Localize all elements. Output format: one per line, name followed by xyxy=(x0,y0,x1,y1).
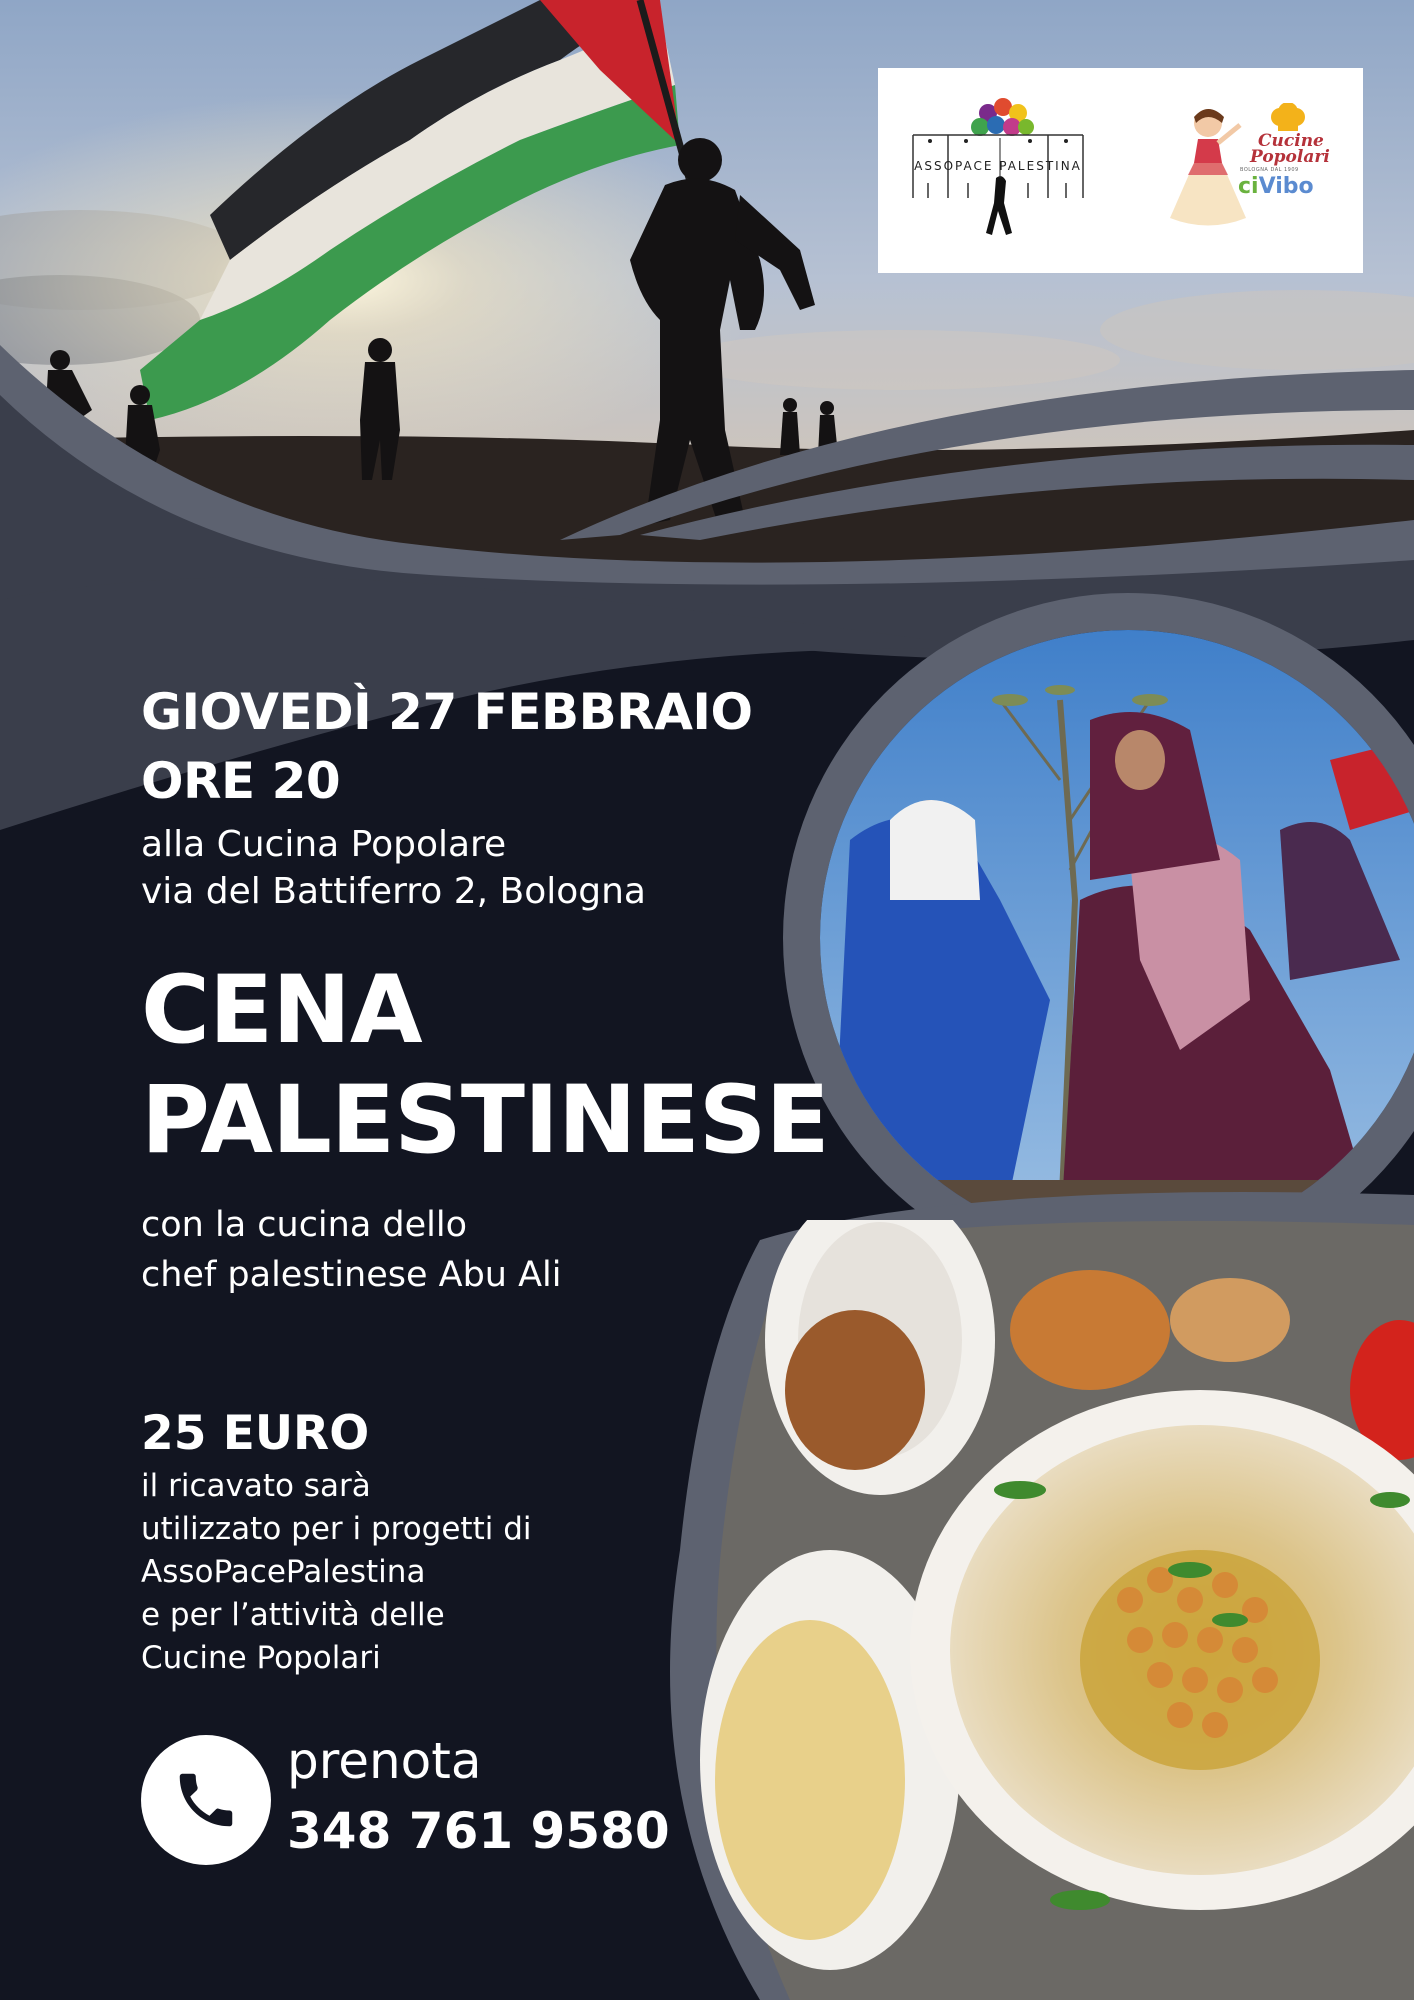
chef-line2: chef palestinese Abu Ali xyxy=(141,1255,562,1295)
event-title-line2: PALESTINESE xyxy=(141,1066,829,1175)
phone-icon xyxy=(171,1765,241,1835)
price-note-line: il ricavato sarà xyxy=(141,1468,371,1504)
price-amount: 25 EURO xyxy=(141,1406,370,1461)
price-note-line: utilizzato per i progetti di xyxy=(141,1511,532,1547)
civibo-logo-a: ci xyxy=(1238,174,1259,199)
event-date: GIOVEDÌ 27 FEBBRAIO xyxy=(141,683,753,741)
cucine-logo-subtitle: BOLOGNA DAL 1909 xyxy=(1240,167,1299,173)
partner-logos xyxy=(878,68,1363,273)
booking-phone-badge xyxy=(141,1735,271,1865)
chef-line1: con la cucina dello xyxy=(141,1205,468,1245)
civibo-logo-b: Vibo xyxy=(1258,174,1314,199)
cucine-popolari-lady-icon xyxy=(1168,103,1248,238)
booking-label: prenota xyxy=(287,1732,482,1790)
price-note-line: AssoPacePalestina xyxy=(141,1554,426,1590)
cucine-logo-line2: Popolari xyxy=(1250,147,1330,167)
event-title-line1: CENA xyxy=(141,956,422,1065)
cucine-logo-line1: Cucine xyxy=(1258,131,1324,151)
chef-hat-icon xyxy=(1270,103,1306,133)
booking-phone-number[interactable]: 348 761 9580 xyxy=(287,1802,670,1860)
event-venue: alla Cucina Popolare xyxy=(141,824,507,865)
event-address: via del Battiferro 2, Bologna xyxy=(141,871,646,912)
price-note-line: Cucine Popolari xyxy=(141,1640,381,1676)
event-time: ORE 20 xyxy=(141,752,341,810)
assopace-logo-text: ASSOPACE PALESTINA xyxy=(914,159,1082,173)
civibo-logo xyxy=(1238,174,1314,199)
price-note-line: e per l’attività delle xyxy=(141,1597,445,1633)
